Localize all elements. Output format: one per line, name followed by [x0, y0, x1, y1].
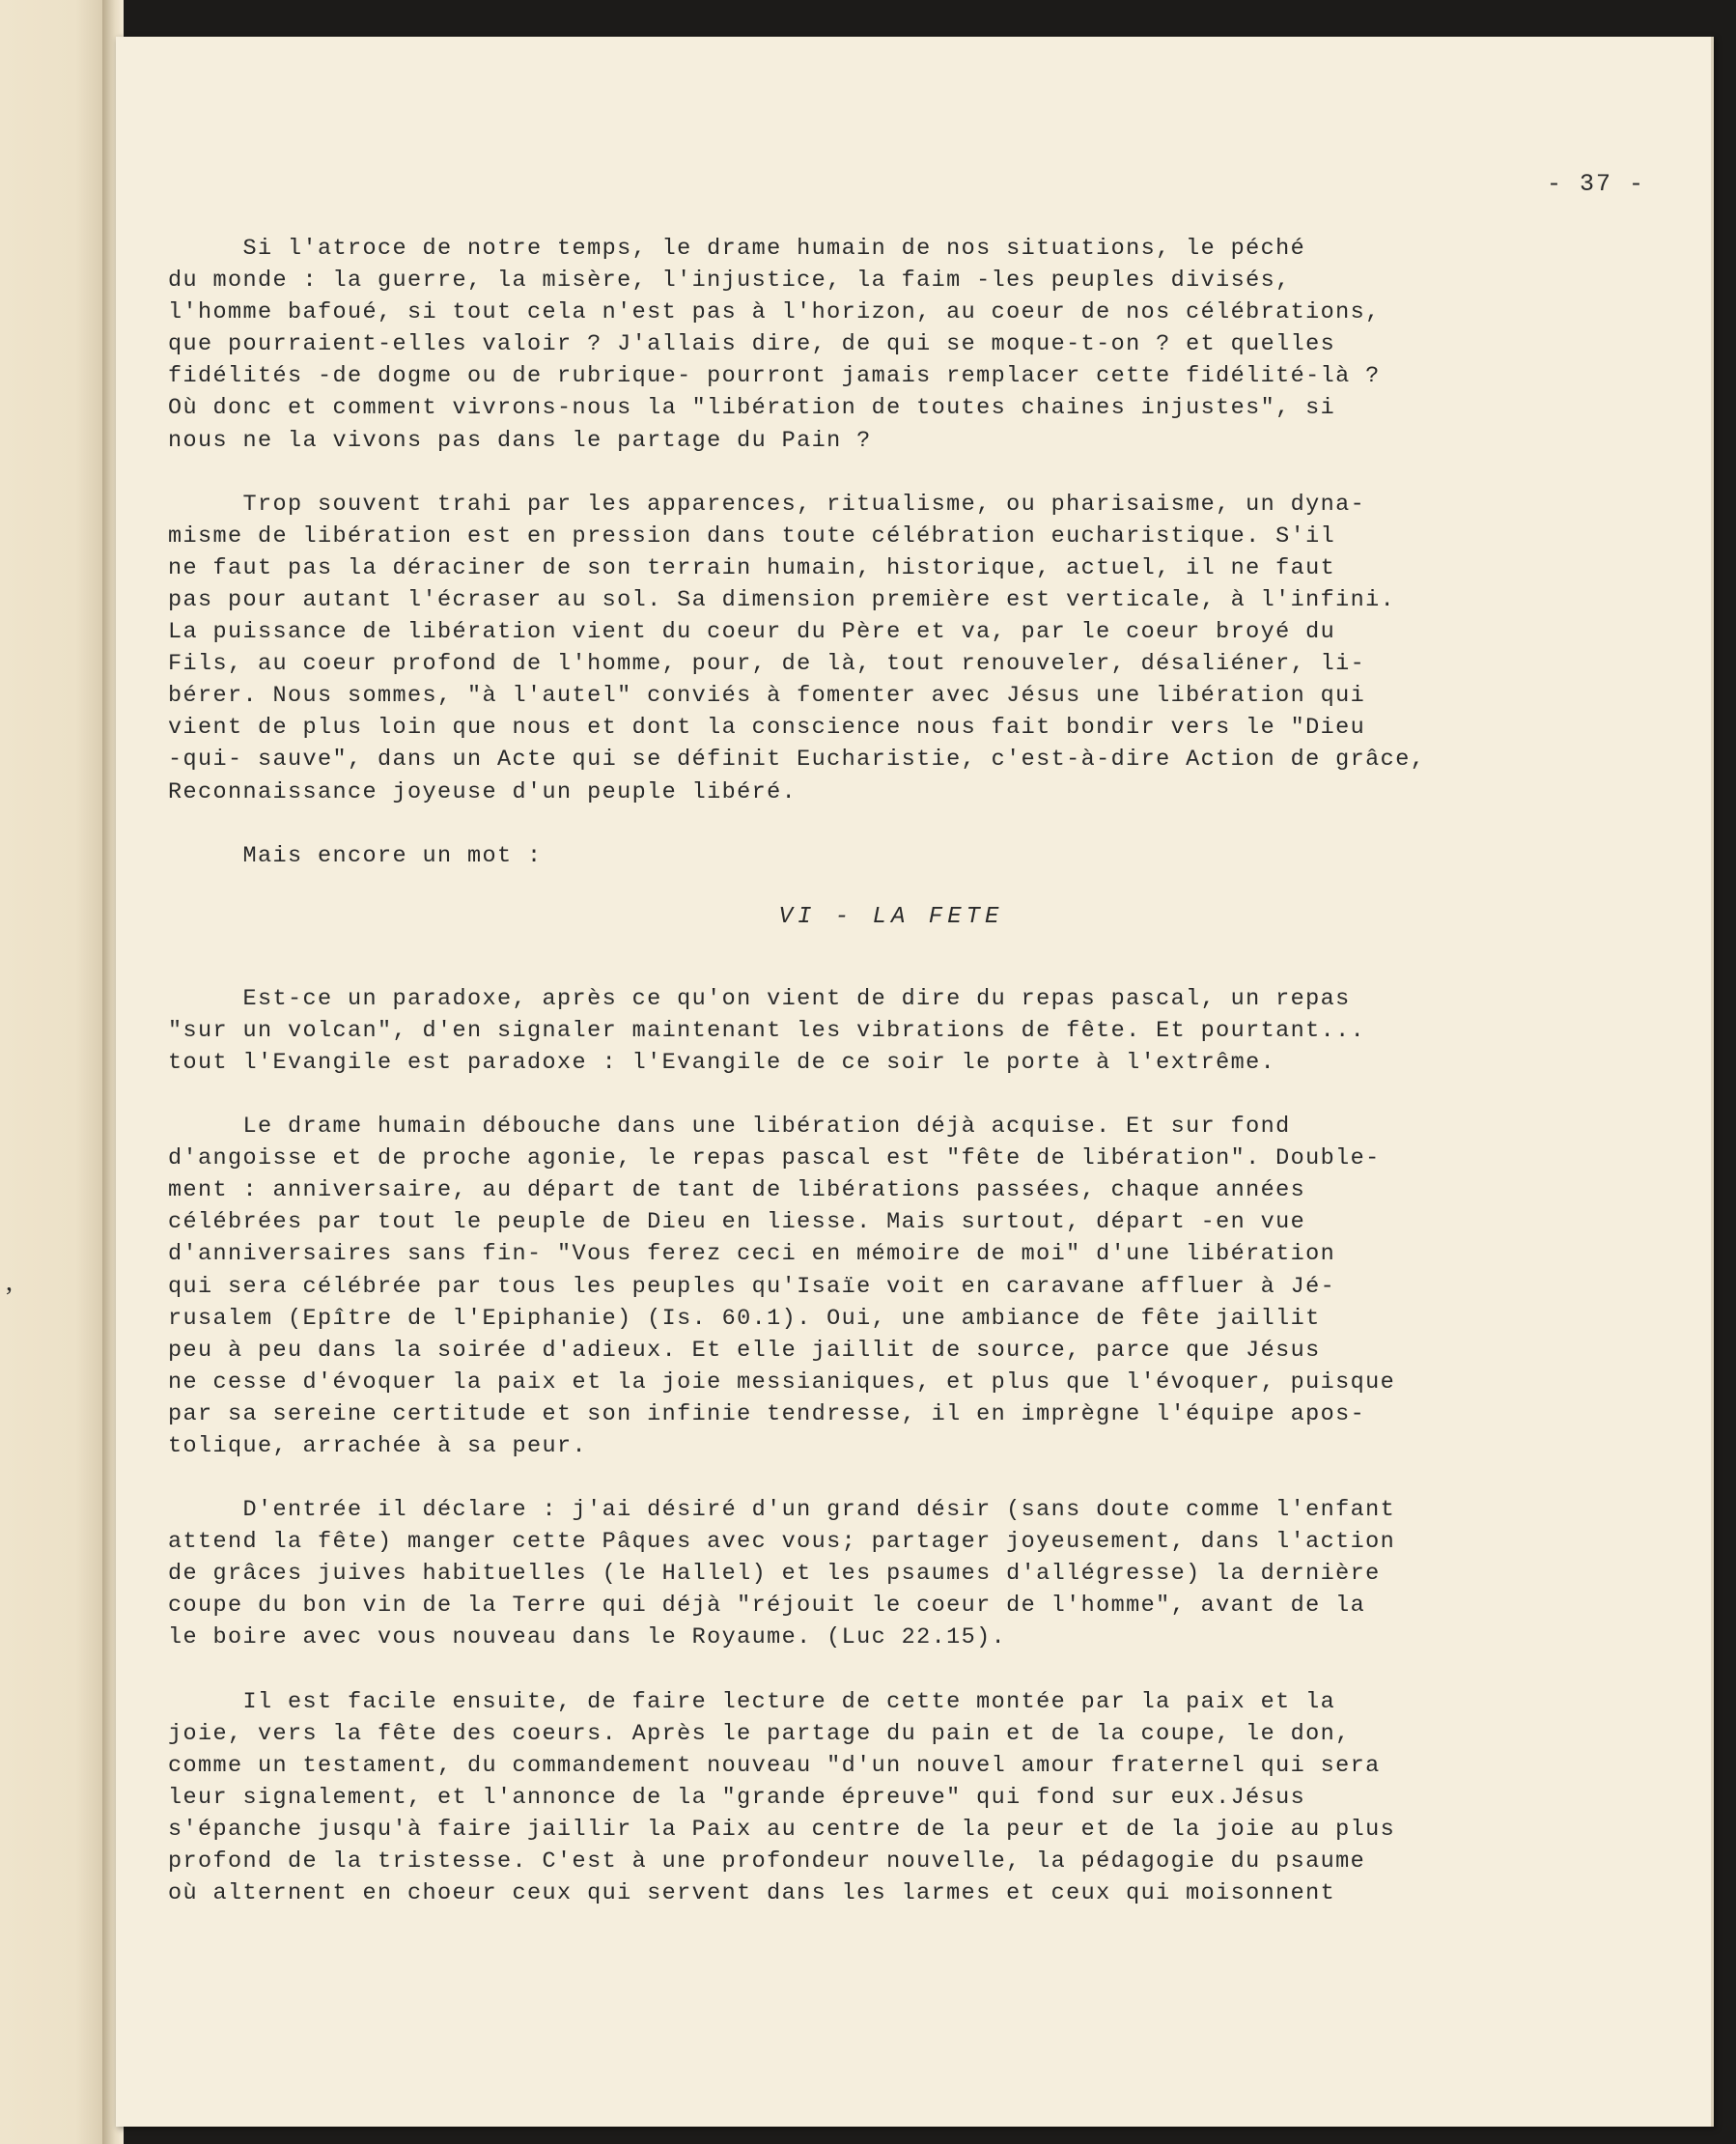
paragraph	[168, 233, 1614, 457]
text-line: d'angoisse et de proche agonie, le repas pascal est "fête de libération". Double-	[168, 1145, 1381, 1172]
paragraph	[168, 983, 1614, 1079]
text-line: bérer. Nous sommes, "à l'autel" conviés à fomenter avec Jésus une libération qui	[168, 683, 1366, 710]
text-line: vient de plus loin que nous et dont la conscience nous fait bondir vers le "Dieu	[168, 715, 1366, 742]
paragraphs-after-heading	[168, 983, 1614, 1909]
text-line: qui sera célébrée par tous les peuples qu'Isaïe voit en caravane affluer à Jé-	[168, 1273, 1336, 1300]
margin-mark: ,	[6, 1267, 13, 1297]
paragraph	[168, 1686, 1614, 1910]
text-line: joie, vers la fête des coeurs. Après le partage du pain et de la coupe, le don,	[168, 1720, 1351, 1747]
text-line: leur signalement, et l'annonce de la "grande épreuve" qui fond sur eux.Jésus	[168, 1784, 1306, 1811]
text-line: ne cesse d'évoquer la paix et la joie messianiques, et plus que l'évoquer, puisque	[168, 1368, 1396, 1396]
section-heading: VI - LA FETE	[778, 903, 1004, 930]
text-line: profond de la tristesse. C'est à une profondeur nouvelle, la pédagogie du psaume	[168, 1848, 1366, 1876]
page-number: - 37 -	[1546, 170, 1645, 198]
text-line: pas pour autant l'écraser au sol. Sa dimension première est verticale, à l'infini.	[168, 586, 1396, 613]
text-line: de grâces juives habituelles (le Hallel) et les psaumes d'allégresse) la dernière	[168, 1561, 1381, 1588]
text-line: Fils, au coeur profond de l'homme, pour, de là, tout renouveler, désaliéner, li-	[168, 651, 1366, 678]
text-line: d'anniversaires sans fin- "Vous ferez ceci en mémoire de moi" d'une libération	[168, 1241, 1336, 1268]
text-line: l'homme bafoué, si tout cela n'est pas à l'horizon, au coeur de nos célébrations,	[168, 299, 1381, 326]
text-line: s'épanche jusqu'à faire jaillir la Paix au centre de la peur et de la joie au plus	[168, 1816, 1396, 1843]
text-line: que pourraient-elles valoir ? J'allais dire, de qui se moque-t-on ? et quelles	[168, 331, 1336, 358]
text-line: Mais encore un mot :	[168, 842, 543, 869]
text-line: où alternent en choeur ceux qui servent dans les larmes et ceux qui moisonnent	[168, 1880, 1336, 1907]
left-page-edge	[0, 0, 108, 2144]
text-line: -qui- sauve", dans un Acte qui se définit Eucharistie, c'est-à-dire Action de grâce,	[168, 747, 1426, 774]
paragraph	[168, 489, 1614, 808]
text-line: Reconnaissance joyeuse d'un peuple libéré.	[168, 778, 798, 805]
body-text	[168, 233, 1614, 1941]
text-line: Si l'atroce de notre temps, le drame humain de nos situations, le péché	[168, 236, 1306, 262]
text-line: ne faut pas la déraciner de son terrain humain, historique, actuel, il ne faut	[168, 554, 1336, 581]
text-line: Trop souvent trahi par les apparences, ritualisme, ou pharisaisme, un dyna-	[168, 491, 1366, 518]
text-line: misme de libération est en pression dans toute célébration eucharistique. S'il	[168, 522, 1336, 550]
paragraphs-before-heading	[168, 233, 1614, 872]
text-line: Il est facile ensuite, de faire lecture de cette montée par la paix et la	[168, 1688, 1336, 1715]
paragraph	[168, 840, 1614, 872]
text-line: coupe du bon vin de la Terre qui déjà "réjouit le coeur de l'homme", avant de la	[168, 1593, 1366, 1620]
text-line: La puissance de libération vient du coeur du Père et va, par le coeur broyé du	[168, 619, 1336, 646]
text-line: par sa sereine certitude et son infinie tendresse, il en imprègne l'équipe apos-	[168, 1400, 1366, 1427]
text-line: "sur un volcan", d'en signaler maintenant les vibrations de fête. Et pourtant...	[168, 1017, 1366, 1044]
text-line: nous ne la vivons pas dans le partage du Pain ?	[168, 427, 872, 454]
text-line: tout l'Evangile est paradoxe : l'Evangile de ce soir le porte à l'extrême.	[168, 1049, 1276, 1076]
text-line: comme un testament, du commandement nouveau "d'un nouvel amour fraternel qui sera	[168, 1752, 1381, 1779]
text-line: Est-ce un paradoxe, après ce qu'on vient de dire du repas pascal, un repas	[168, 985, 1351, 1012]
text-line: Le drame humain débouche dans une libération déjà acquise. Et sur fond	[168, 1114, 1291, 1141]
text-line: rusalem (Epître de l'Epiphanie) (Is. 60.1). Oui, une ambiance de fête jaillit	[168, 1305, 1321, 1332]
text-line: peu à peu dans la soirée d'adieux. Et elle jaillit de source, parce que Jésus	[168, 1337, 1321, 1364]
text-line: D'entrée il déclare : j'ai désiré d'un grand désir (sans doute comme l'enfant	[168, 1497, 1396, 1524]
text-line: Où donc et comment vivrons-nous la "libération de toutes chaines injustes", si	[168, 395, 1336, 422]
paragraph	[168, 1494, 1614, 1653]
paragraph	[168, 1111, 1614, 1462]
text-line: célébrées par tout le peuple de Dieu en liesse. Mais surtout, départ -en vue	[168, 1209, 1306, 1236]
text-line: du monde : la guerre, la misère, l'injustice, la faim -les peuples divisés,	[168, 268, 1291, 295]
text-line: attend la fête) manger cette Pâques avec vous; partager joyeusement, dans l'action	[168, 1529, 1396, 1556]
text-line: ment : anniversaire, au départ de tant de libérations passées, chaque années	[168, 1177, 1306, 1204]
text-line: le boire avec vous nouveau dans le Royaume. (Luc 22.15).	[168, 1624, 1007, 1651]
text-line: fidélités -de dogme ou de rubrique- pourront jamais remplacer cette fidélité-là ?	[168, 363, 1381, 390]
text-line: tolique, arrachée à sa peur.	[168, 1433, 588, 1459]
